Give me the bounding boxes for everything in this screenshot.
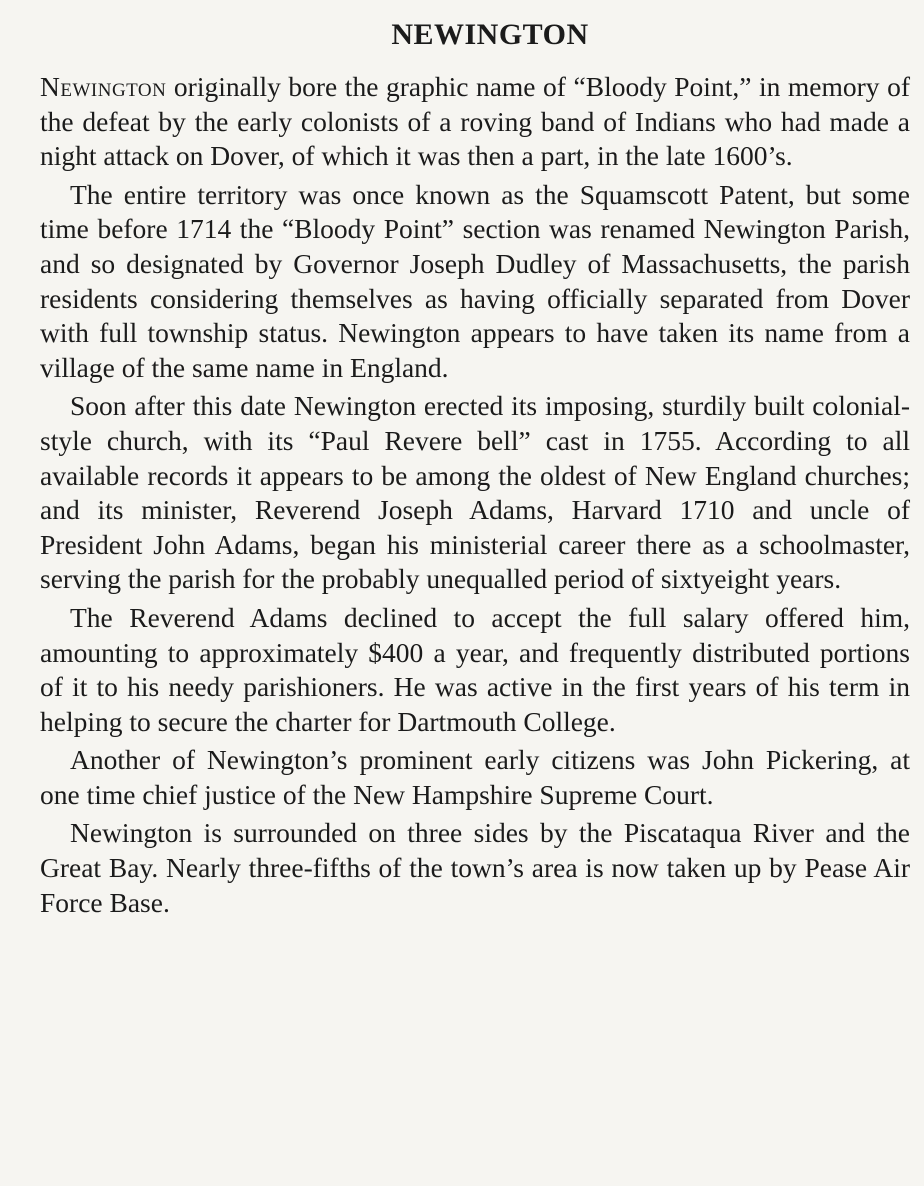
paragraph-1-lead-word: Newington: [40, 71, 167, 102]
page-title: NEWINGTON: [391, 18, 589, 51]
paragraph-4: The Reverend Adams declined to accept the full salary offered him, amounting to approximately $400 a year, and frequently distributed portions of it to his needy parishioners. He was active in the first years of his term in helping to secure the charter for Dartmouth College.: [40, 601, 910, 737]
paragraph-2: The entire territory was once known as the Squamscott Patent, but some time before 1714 the “Bloody Point” section was renamed Newington Parish, and so designated by Governor Joseph Dudley of Massachusetts, the parish residents considering themselves as having officially separated from Dover with full township status. Newington appears to have taken its name from a village of the same name in England.: [40, 178, 910, 383]
paragraph-6: Newington is surrounded on three sides by the Piscataqua River and the Great Bay. Nearly three-fifths of the town’s area is now taken up by Pease Air Force Base.: [40, 817, 910, 918]
paragraph-1: [40, 70, 910, 174]
paragraph-3: Soon after this date Newington erected its imposing, sturdily built colonial-style church, with its “Paul Revere bell” cast in 1755. According to all available records it appears to be among the oldest of New England churches; and its minister, Reverend Joseph Adams, Harvard 1710 and uncle of President John Adams, began his ministerial career there as a schoolmaster, serving the parish for the probably unequalled period of sixtyeight years.: [40, 390, 910, 595]
paragraph-1-text: originally bore the graphic name of “Bloody Point,” in memory of the defeat by the early colonists of a roving band of Indians who had made a night attack on Dover, of which it was then a part, in the late 1600’s.: [40, 71, 910, 172]
paragraph-5: Another of Newington’s prominent early citizens was John Pickering, at one time chief justice of the New Hampshire Supreme Court.: [40, 744, 910, 810]
